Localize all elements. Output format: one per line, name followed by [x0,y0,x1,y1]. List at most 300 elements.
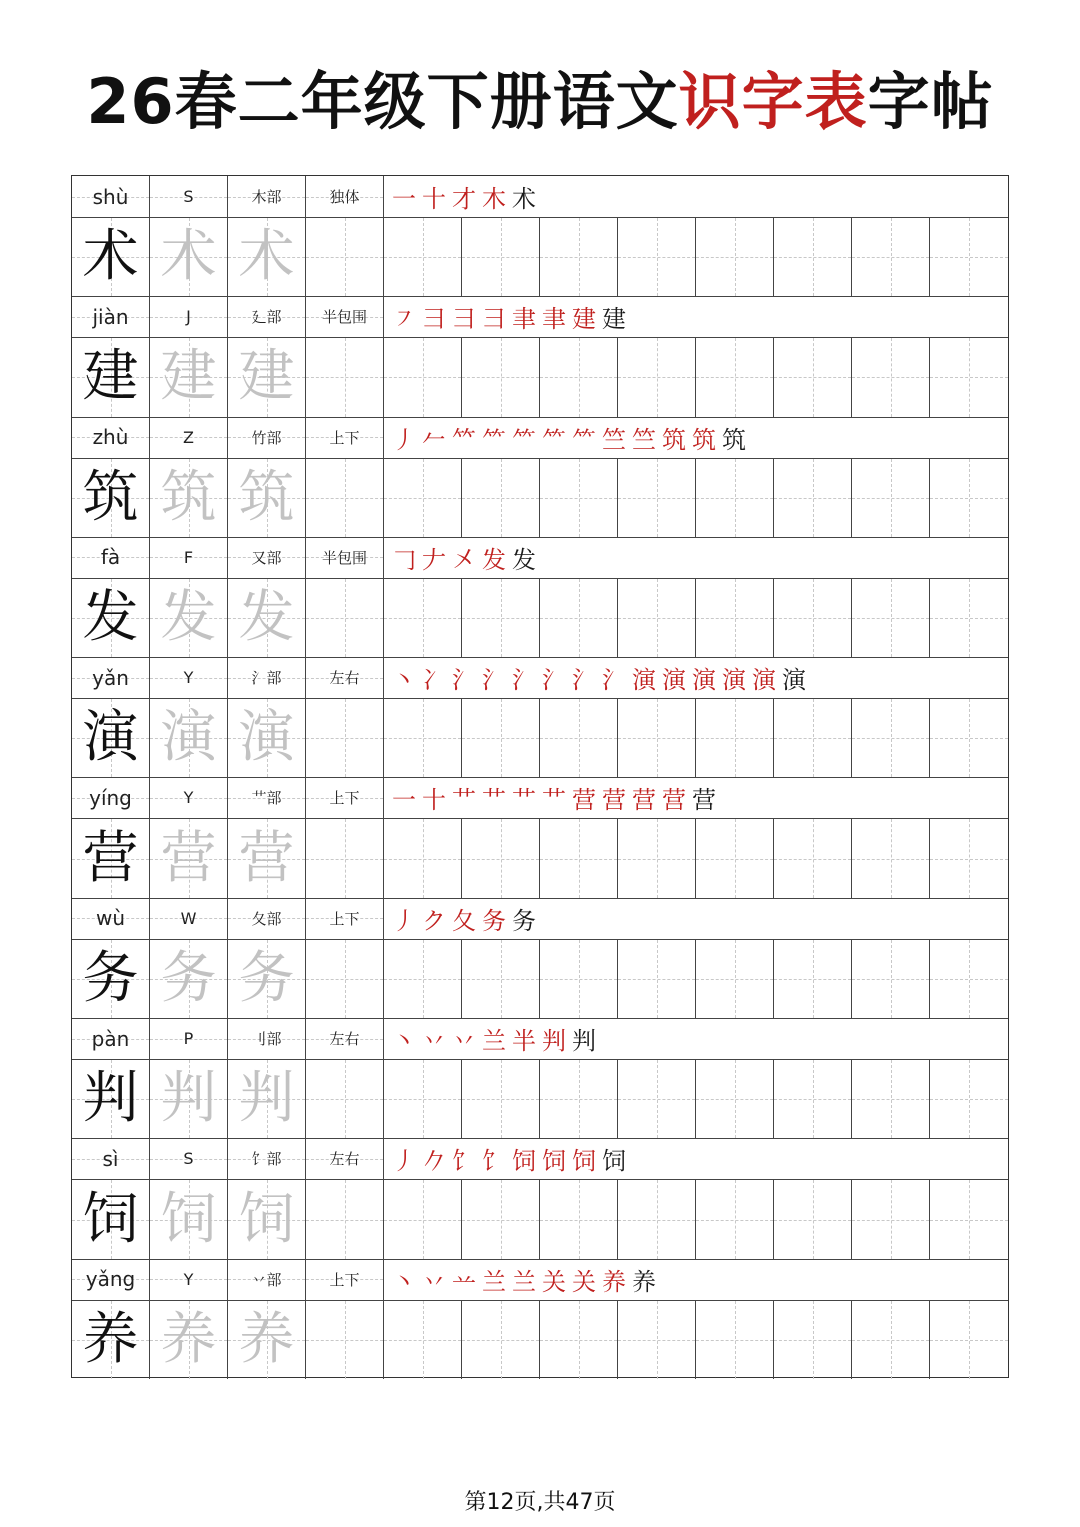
character-entry [72,296,1008,416]
structure-label-cell [306,537,384,578]
structure-label-cell [306,417,384,458]
initial-letter-cell [150,176,228,217]
blank-practice-box [774,699,852,777]
stroke-step: 营 [632,786,656,815]
blank-practice-box [462,819,540,897]
stroke-step: 十 [422,185,446,213]
radical-label: 廴部 [251,308,282,327]
blank-practice-box [774,579,852,657]
initial-letter: Y [183,1269,194,1289]
character-entry [72,1138,1008,1258]
stroke-order [384,1018,1008,1059]
stroke-step: 饣 [482,1147,506,1176]
trace-character-box [150,218,228,296]
stroke-step: 彐 [452,305,476,334]
pinyin-label-cell [72,657,150,698]
blank-practice-box [852,940,930,1018]
character-info-row [72,657,1008,699]
blank-practice-box [852,699,930,777]
trace-character-box [150,699,228,777]
pinyin-label-cell [72,296,150,337]
trace-character-box [228,338,306,416]
radical-label: 丷部 [251,1270,282,1289]
pinyin-label: jiàn [92,304,129,329]
model-character-box [72,1060,150,1138]
blank-practice-box [306,1060,384,1138]
initial-letter: P [183,1029,194,1049]
model-character: 营 [82,825,139,891]
character-info-row [72,777,1008,819]
blank-practice-box [306,218,384,296]
stroke-step: 关 [572,1267,596,1296]
model-character: 筑 [82,464,139,530]
trace-character-box [228,699,306,777]
blank-practice-box [384,338,462,416]
model-character: 判 [82,1066,139,1132]
trace-character: 发 [238,585,295,651]
initial-letter: Y [183,788,194,808]
stroke-step: 氵 [602,666,626,695]
blank-practice-box [462,459,540,537]
pinyin-label: yǎn [92,665,129,690]
initial-letter-cell [150,898,228,939]
character-info-row [72,296,1008,338]
stroke-step: 务 [512,906,536,935]
pinyin-label: shù [92,184,129,209]
stroke-step: 夂 [452,906,476,935]
blank-practice-box [930,579,1008,657]
character-info-row [72,1259,1008,1301]
blank-practice-box [774,940,852,1018]
blank-practice-box [540,1180,618,1258]
model-character: 发 [82,585,139,651]
radical-label: 艹部 [251,789,282,808]
blank-practice-box [930,819,1008,897]
stroke-step: 筑 [692,425,716,454]
blank-practice-box [462,699,540,777]
blank-practice-box [930,699,1008,777]
initial-letter-cell [150,537,228,578]
stroke-step: 氵 [542,666,566,695]
initial-letter-cell [150,1138,228,1179]
character-info-row [72,1138,1008,1180]
stroke-order [384,1259,1008,1300]
blank-practice-box [930,1301,1008,1379]
blank-practice-box [306,338,384,416]
blank-practice-box [774,218,852,296]
stroke-step: 养 [632,1267,656,1296]
model-character-box [72,579,150,657]
stroke-step: 术 [512,185,536,213]
stroke-step: 建 [602,305,626,334]
stroke-step: 䒑 [452,1267,476,1296]
trace-character-box [228,579,306,657]
blank-practice-box [462,218,540,296]
trace-character: 判 [160,1066,217,1132]
trace-character: 演 [160,705,217,771]
stroke-step: 演 [722,666,746,695]
stroke-step: 兰 [482,1027,506,1056]
pinyin-label: sì [102,1146,119,1171]
structure-label: 独体 [329,188,360,206]
character-info-row [72,176,1008,218]
stroke-step: 兰 [482,1267,506,1296]
trace-character: 判 [238,1066,295,1132]
model-character: 术 [82,224,139,290]
practice-grid-row [72,1060,1008,1139]
trace-character: 营 [238,825,295,891]
trace-character-box [228,940,306,1018]
trace-character-box [228,1301,306,1379]
pinyin-label-cell [72,898,150,939]
blank-practice-box [930,940,1008,1018]
blank-practice-box [384,699,462,777]
initial-letter: Y [183,668,194,688]
stroke-step: 筑 [662,425,686,454]
structure-label: 半包围 [321,548,367,567]
stroke-step: 丶 [392,1267,416,1296]
blank-practice-box [774,1301,852,1379]
structure-label-cell [306,657,384,698]
model-character-box [72,459,150,537]
initial-letter-cell [150,296,228,337]
radical-label-cell [228,176,306,217]
blank-practice-box [774,819,852,897]
radical-label-cell [228,1259,306,1300]
trace-character-box [150,338,228,416]
character-entry [72,176,1008,296]
model-character-box [72,338,150,416]
stroke-step: 𠃌 [392,545,416,574]
radical-label: 氵部 [251,669,282,688]
stroke-step: 饲 [512,1147,536,1176]
blank-practice-box [384,819,462,897]
trace-character-box [228,819,306,897]
stroke-step: 务 [482,906,506,935]
model-character: 演 [82,705,139,771]
stroke-step: ⺮ [572,425,596,454]
blank-practice-box [618,699,696,777]
blank-practice-box [618,1060,696,1138]
model-character-box [72,1301,150,1379]
radical-label: 刂部 [251,1030,282,1049]
stroke-step: 氵 [512,666,536,695]
practice-grid-row [72,338,1008,417]
initial-letter: F [183,547,194,567]
radical-label-cell [228,417,306,458]
model-character: 务 [82,945,139,1011]
stroke-step: 木 [482,185,506,213]
blank-practice-box [774,1180,852,1258]
pinyin-label: fà [100,545,121,570]
trace-character-box [150,1060,228,1138]
blank-practice-box [540,459,618,537]
stroke-step: 艹 [512,786,536,815]
radical-label: 夂部 [251,909,282,928]
initial-letter: W [180,908,197,928]
model-character-box [72,819,150,897]
blank-practice-box [930,338,1008,416]
blank-practice-box [540,1060,618,1138]
blank-practice-box [540,1301,618,1379]
structure-label: 上下 [329,428,360,447]
initial-letter: S [183,1149,194,1169]
stroke-step: 丷 [422,1027,446,1056]
character-entry [72,1259,1008,1379]
blank-practice-box [306,459,384,537]
stroke-order [384,296,1008,337]
stroke-step: 聿 [542,305,566,334]
stroke-step: 𠂇 [422,545,446,574]
stroke-step: 养 [602,1267,626,1296]
blank-practice-box [852,1301,930,1379]
blank-practice-box [384,1060,462,1138]
structure-label-cell [306,777,384,818]
stroke-step: 一 [392,185,416,213]
stroke-step: 饲 [602,1147,626,1176]
stroke-step: 丿 [392,1147,416,1176]
page-title [0,52,1080,141]
radical-label: 饣部 [251,1150,282,1169]
structure-label: 上下 [329,909,360,928]
stroke-step: ⺮ [482,425,506,454]
pinyin-label-cell [72,417,150,458]
blank-practice-box [384,459,462,537]
stroke-step: 判 [542,1027,566,1056]
stroke-order [384,537,1008,578]
radical-label-cell [228,1018,306,1059]
trace-character-box [228,218,306,296]
character-entry [72,417,1008,537]
character-entry [72,777,1008,897]
blank-practice-box [774,1060,852,1138]
blank-practice-box [852,579,930,657]
blank-practice-box [852,1180,930,1258]
trace-character: 养 [238,1306,295,1372]
blank-practice-box [462,579,540,657]
blank-practice-box [852,338,930,416]
structure-label-cell [306,898,384,939]
stroke-step: ⺕ [422,305,446,334]
trace-character-box [228,1060,306,1138]
blank-practice-box [540,699,618,777]
stroke-step: 冫 [422,666,446,695]
stroke-step: 演 [752,666,776,695]
stroke-step: 艹 [542,786,566,815]
character-entry [72,537,1008,657]
radical-label-cell [228,898,306,939]
stroke-step: 判 [572,1027,596,1056]
blank-practice-box [384,1180,462,1258]
stroke-step: ⺮ [512,425,536,454]
pinyin-label-cell [72,1018,150,1059]
trace-character-box [150,1180,228,1258]
stroke-step: 竺 [602,425,626,454]
blank-practice-box [852,819,930,897]
stroke-step: 艹 [452,786,476,815]
initial-letter-cell [150,1018,228,1059]
stroke-step: 饣 [452,1147,476,1176]
stroke-step: ⺮ [542,425,566,454]
stroke-step: 艹 [482,786,506,815]
blank-practice-box [930,1180,1008,1258]
blank-practice-box [930,218,1008,296]
blank-practice-box [306,1180,384,1258]
stroke-step: 𠂊 [422,1147,446,1176]
stroke-step: 建 [572,305,596,334]
practice-grid-row [72,459,1008,538]
title-part2: 字帖 [867,65,994,138]
stroke-order [384,1138,1008,1179]
blank-practice-box [930,1060,1008,1138]
stroke-step: 丷 [422,1267,446,1296]
blank-practice-box [852,1060,930,1138]
stroke-step: 氵 [482,666,506,695]
trace-character-box [150,459,228,537]
character-info-row [72,898,1008,940]
blank-practice-box [384,218,462,296]
practice-grid-row [72,1180,1008,1259]
stroke-step: 丿 [392,425,416,454]
blank-practice-box [306,1301,384,1379]
blank-practice-box [462,1301,540,1379]
blank-practice-box [696,1060,774,1138]
character-info-row [72,1018,1008,1060]
stroke-step: 演 [692,666,716,695]
radical-label-cell [228,777,306,818]
initial-letter: J [186,307,191,327]
radical-label-cell [228,1138,306,1179]
stroke-step: ク [422,906,446,935]
blank-practice-box [462,940,540,1018]
stroke-step: 氵 [452,666,476,695]
stroke-step: 筑 [722,425,746,454]
initial-letter-cell [150,657,228,698]
radical-label-cell [228,657,306,698]
practice-grid-row [72,819,1008,898]
pinyin-label-cell [72,537,150,578]
title-highlight: 识字表 [678,65,868,138]
blank-practice-box [462,1180,540,1258]
stroke-step: 聿 [512,305,536,334]
stroke-step: 演 [782,666,806,695]
radical-label: 木部 [251,188,282,206]
stroke-step: 饲 [572,1147,596,1176]
pinyin-label-cell [72,1138,150,1179]
trace-character-box [150,819,228,897]
stroke-step: 营 [602,786,626,815]
blank-practice-box [774,459,852,537]
blank-practice-box [306,940,384,1018]
stroke-step: 㐅 [452,545,476,574]
stroke-step: 发 [482,545,506,574]
stroke-step: 营 [662,786,686,815]
blank-practice-box [930,459,1008,537]
trace-character: 建 [160,344,217,410]
radical-label: 竹部 [251,428,282,447]
character-info-row [72,417,1008,459]
initial-letter: Z [183,427,194,447]
page-number: 第12页,共47页 [464,1490,616,1515]
character-entry [72,898,1008,1018]
blank-practice-box [306,579,384,657]
structure-label-cell [306,1018,384,1059]
blank-practice-box [696,579,774,657]
stroke-step: 竺 [632,425,656,454]
pinyin-label: wù [95,906,126,931]
trace-character: 养 [160,1306,217,1372]
character-entry [72,1018,1008,1138]
stroke-step: 丿 [392,906,416,935]
model-character: 养 [82,1306,139,1372]
trace-character: 务 [238,945,295,1011]
trace-character-box [150,1301,228,1379]
trace-character: 筑 [238,464,295,530]
stroke-step: 饲 [542,1147,566,1176]
stroke-step: 丷 [452,1027,476,1056]
blank-practice-box [618,459,696,537]
title-part1: 26春二年级下册语文 [86,65,679,138]
stroke-step: 十 [422,786,446,815]
structure-label-cell [306,1138,384,1179]
pinyin-label-cell [72,176,150,217]
trace-character: 演 [238,705,295,771]
structure-label-cell [306,1259,384,1300]
initial-letter: S [183,187,194,206]
radical-label: 又部 [251,548,282,567]
trace-character-box [150,579,228,657]
trace-character: 建 [238,344,295,410]
stroke-step: 彐 [482,305,506,334]
stroke-order [384,657,1008,698]
model-character-box [72,1180,150,1258]
blank-practice-box [462,338,540,416]
stroke-step: 营 [572,786,596,815]
stroke-step: 发 [512,545,536,574]
stroke-step: 演 [662,666,686,695]
blank-practice-box [774,338,852,416]
practice-grid-row [72,1301,1008,1379]
stroke-order [384,898,1008,939]
blank-practice-box [696,338,774,416]
practice-grid-row [72,699,1008,778]
blank-practice-box [618,940,696,1018]
structure-label: 左右 [329,669,360,688]
blank-practice-box [540,218,618,296]
blank-practice-box [696,940,774,1018]
practice-grid-row [72,940,1008,1019]
model-character: 饲 [82,1186,139,1252]
blank-practice-box [540,819,618,897]
stroke-step: 𥫗 [452,425,476,454]
stroke-step: 演 [632,666,656,695]
stroke-order [384,417,1008,458]
initial-letter-cell [150,1259,228,1300]
blank-practice-box [618,819,696,897]
blank-practice-box [696,218,774,296]
blank-practice-box [618,579,696,657]
stroke-step: 丶 [392,666,416,695]
model-character-box [72,218,150,296]
stroke-step: 𠂉 [422,425,446,454]
blank-practice-box [852,218,930,296]
trace-character: 营 [160,825,217,891]
structure-label-cell [306,296,384,337]
trace-character: 发 [160,585,217,651]
trace-character: 术 [238,224,295,290]
blank-practice-box [540,579,618,657]
blank-practice-box [618,1180,696,1258]
